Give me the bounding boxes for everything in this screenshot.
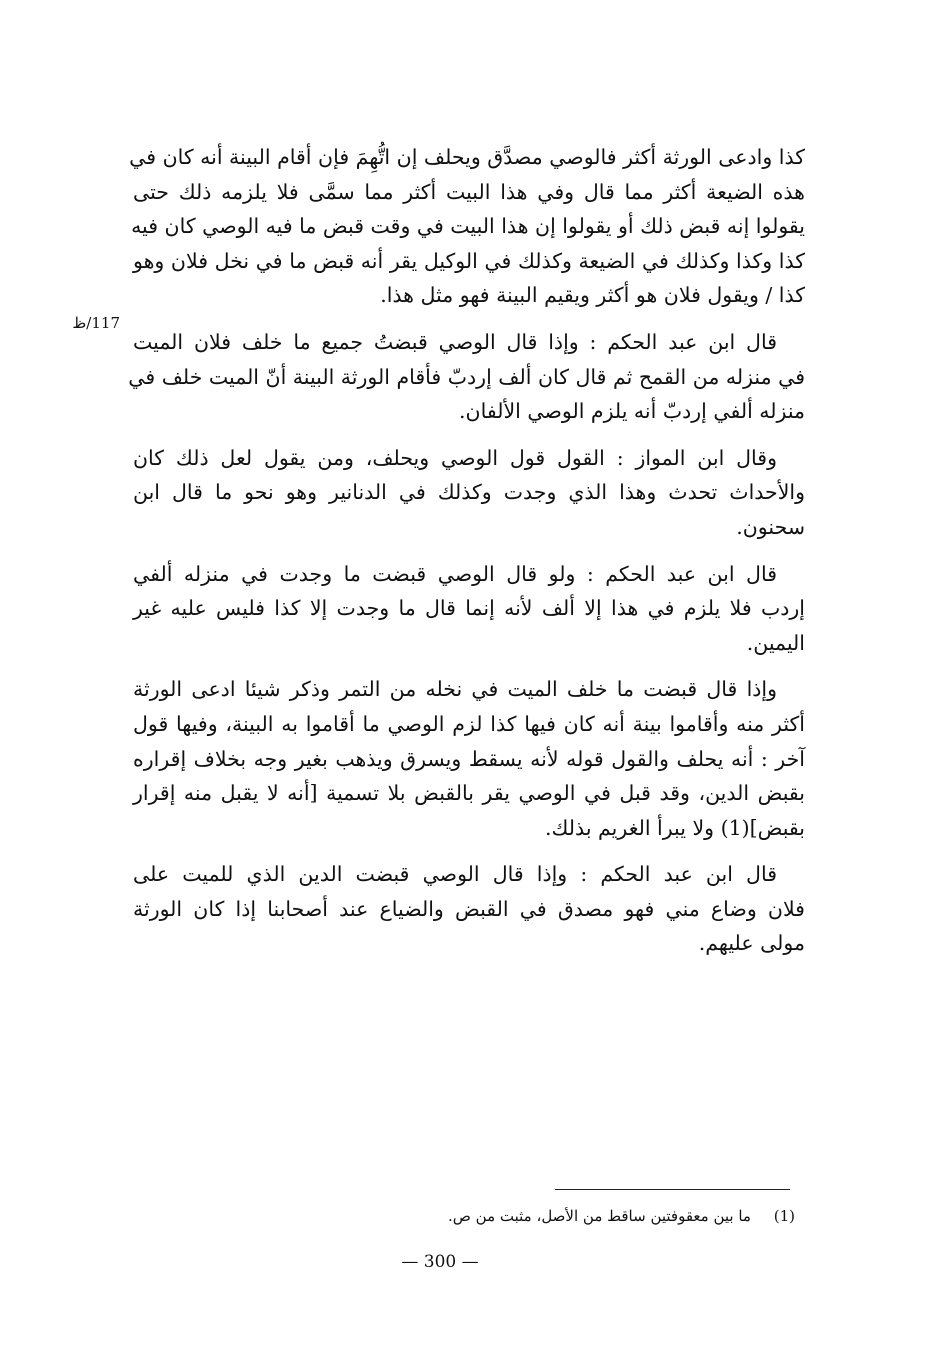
footnote-number: (1) <box>773 1207 795 1225</box>
main-text <box>128 140 805 973</box>
text-line: كذا / ويقول فلان هو أكثر ويقيم البينة فهو مثل هذا. <box>380 283 805 308</box>
text-line: وقال ابن المواز : القول قول الوصي ويحلف، ومن يقول لعل ذلك كان <box>133 445 777 470</box>
text-line: في منزله من القمح ثم قال كان ألف إردبّ فأقام الورثة البينة أنّ الميت خلف في <box>128 364 805 389</box>
text-line: منزله ألفي إردبّ أنه يلزم الوصي الألفان. <box>459 399 805 424</box>
text-line: يقولوا إنه قبض ذلك أو يقولوا إن هذا البيت في وقت قبض ما فيه الوصي كان فيه <box>131 214 805 239</box>
margin-folio-note: 117/ظ <box>72 314 120 332</box>
footnote-text: ما بين معقوفتين ساقط من الأصل، مثبت من ص. <box>448 1207 751 1225</box>
text-line: هذه الضيعة أكثر مما قال وفي هذا البيت أكثر مما سمَّى فلا يلزمه ذلك حتى <box>133 179 805 204</box>
page-number: — 300 — <box>401 1252 479 1272</box>
text-line: قال ابن عبد الحكم : وإذا قال الوصي قبضت الدين الذي للميت على <box>133 862 777 887</box>
footnote-divider <box>555 1189 790 1190</box>
paragraph <box>133 857 805 961</box>
text-line: إردب فلا يلزم في هذا إلا ألف لأنه إنما قال ما وجدت إلا كذا فليس عليه غير <box>133 596 805 621</box>
text-line: سحنون. <box>736 514 805 539</box>
paragraph <box>128 325 805 429</box>
text-line: بقبض الدين، وقد قبل في الوصي يقر بالقبض بلا تسمية [أنه لا يقبل منه إقرار <box>133 781 805 806</box>
text-line: وإذا قال قبضت ما خلف الميت في نخله من التمر وذكر شيئا ادعى الورثة <box>133 677 777 702</box>
text-line: اليمين. <box>746 630 805 655</box>
footnote <box>395 1204 795 1228</box>
text-line: آخر : أنه يحلف والقول قوله لأنه يسقط ويسرق ويذهب بغير وجه بخلاف إقراره <box>133 746 805 771</box>
paragraph <box>133 557 805 661</box>
text-line: والأحداث تحدث وهذا الذي وجدت وكذلك في الدنانير وهو نحو ما قال ابن <box>133 480 805 505</box>
text-line: كذا وكذا وكذلك في الضيعة وكذلك في الوكيل يقر أنه قبض ما في نخل فلان وهو <box>133 248 805 273</box>
paragraph <box>133 672 805 845</box>
text-line: مولى عليهم. <box>698 931 805 956</box>
text-line: بقبض](1) ولا يبرأ الغريم بذلك. <box>545 815 805 840</box>
paragraph <box>129 140 805 313</box>
text-line: قال ابن عبد الحكم : وإذا قال الوصي قبضتُ جميع ما خلف فلان الميت <box>133 329 777 354</box>
text-line: فلان وضاع مني فهو مصدق في القبض والضياع عند أصحابنا إذا كان الورثة <box>133 896 805 921</box>
text-line: كذا وادعى الورثة أكثر فالوصي مصدَّق ويحلف إن اتُّهِمَ فإن أقام البينة أنه كان في <box>129 145 805 169</box>
text-line: قال ابن عبد الحكم : ولو قال الوصي قبضت ما وجدت في منزله ألفي <box>133 561 777 586</box>
text-line: أكثر منه وأقاموا بينة أنه كان فيها كذا لزم الوصي ما أقاموا به البينة، وفيها قول <box>133 711 805 736</box>
paragraph <box>133 441 805 545</box>
